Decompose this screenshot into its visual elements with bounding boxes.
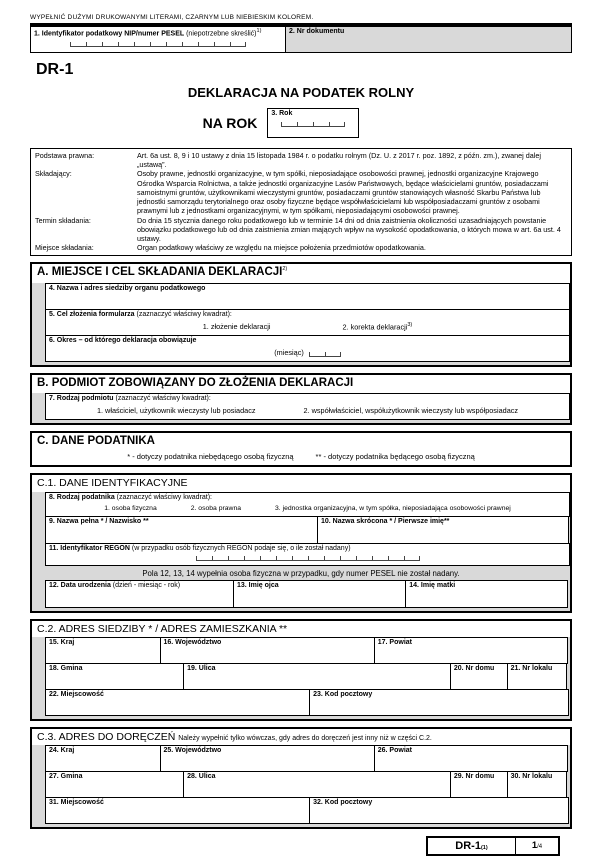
form-code-badge [426,836,560,856]
section-a-footnote-ref: 2) [282,266,288,273]
digit-cell [329,122,345,127]
legal-label-miejsce: Miejsce składania: [35,243,94,253]
section-a-title [32,264,570,282]
na-rok-row [0,108,572,138]
legal-text-podstawa: Art. 6a ust. 8, 9 i 10 ustawy z dnia 15 listopada 1984 r. o podatku rolnym (Dz. U. z 2017 r. poz. 1892, z późn. zm.), zwanej dalej „ustawą”. [137,151,541,170]
field-rodzaj-podatnika-label [46,493,569,502]
form-title: DEKLARACJA NA PODATEK ROLNY [187,85,415,100]
legal-text-termin: Do dnia 15 stycznia danego roku podatkowego lub w terminie 14 dni od dnia zaistnienia okoliczności uzasadniających powstanie obowiązku podatkowego lub od dnia zaistnienia zmian mających wpływ na wysokość opodatkowania, o których mowa w art. 6a ust. 4 ustawy. [137,215,561,243]
field-rodzaj-podmiotu-label-text: 7. Rodzaj podmiotu [49,395,114,403]
page-footer [30,836,572,856]
digit-cell [292,556,308,561]
field-okres-obowiazywania[interactable] [45,335,570,361]
field-nr-dokumentu-label: 2. Nr dokumentu [289,28,345,35]
field-cel-zlozenia [45,309,570,337]
field-rodzaj-podatnika [45,492,570,517]
digit-cell [281,122,297,127]
field-c3-nr-domu[interactable] [450,771,508,798]
field-c2-powiat-label: 17. Powiat [377,638,412,646]
option-wlasciciel[interactable]: 1. właściciel, użytkownik wieczysty lub posiadacz [96,406,256,416]
section-c-title: C. DANE PODATNIKA [32,433,570,451]
field-c2-gmina[interactable] [45,663,184,690]
digit-cell [260,556,276,561]
field-nazwa-skrocona-label: 10. Nazwa skrócona * / Pierwsze imię** [321,518,450,526]
legal-row-skladajacy [35,169,567,215]
section-c-note-1: * - dotyczy podatnika niebędącego osobą fizyczną [127,451,294,461]
field-nip-pesel-label [31,27,285,39]
field-nr-dokumentu [285,26,572,53]
field-cel-zlozenia-label [46,310,569,319]
option-korekta-footnote-ref: 3) [407,322,413,329]
option-osoba-prawna[interactable]: 2. osoba prawna [190,505,242,513]
c2-row-3 [45,689,570,716]
field-rodzaj-podmiotu-label [46,394,569,403]
section-c3-title [32,729,570,746]
field-regon-note: (w przypadku osób fizycznych REGON podaje się, o ile został nadany) [129,545,351,553]
row-nazwa [45,516,570,544]
c2-row-1 [45,637,570,664]
field-c3-kod-pocztowy[interactable] [309,797,569,824]
legal-text-skladajacy: Osoby prawne, jednostki organizacyjne, w tym spółki, nieposiadające osobowości prawnej, jednostki organizacyjne Krajowego Ośrodka Wsparcia Rolnictwa, a także jednostki organizacyjne Lasów Państwowych, będące właścicielami gruntów, posiadaczami samoistnymi gruntów, użytkownikami wieczystymi gruntów, posiadaczami gruntów stanowiących własność Skarbu Państwa lub jednostki samorządu terytorialnego oraz osoby fizyczne będące współwłaścicielami lub współposiadaczami gruntów z osobami prawnymi lub z jednostkami organizacyjnymi, w tym spółkami, nieposiadającymi osobowości prawnej. [137,169,549,216]
field-c2-nr-lokalu-label: 21. Nr lokalu [510,664,553,672]
legal-row-termin [35,216,567,244]
digit-cell [276,556,292,561]
section-a-title-text: A. MIEJSCE I CEL SKŁADANIA DEKLARACJI [37,266,283,279]
option-wspolwlasciciel[interactable]: 2. współwłaściciel, współużytkownik wieczysty lub współposiadacz [303,406,519,416]
footer-form-code-sub: (1) [480,844,488,851]
field-c3-kraj[interactable] [45,745,161,772]
fill-instruction: WYPEŁNIĆ DUŻYMI DRUKOWANYMI LITERAMI, CZARNYM LUB NIEBIESKIM KOLOREM. [30,14,314,21]
field-okres-label: 6. Okres – od którego deklaracja obowiązuje [49,337,197,345]
section-c2 [30,619,572,721]
digit-cell [340,556,356,561]
field-rok[interactable] [267,108,359,138]
field-nazwa-pelna[interactable] [45,516,318,544]
digit-cell [150,42,166,47]
field-rodzaj-podmiotu [45,393,570,420]
field-regon-label-text: 11. Identyfikator REGON [49,545,130,553]
row-urodzenie [45,580,570,608]
legal-info-box [30,148,572,256]
section-c3-note: Należy wypełnić tylko wówczas, gdy adres do doręczeń jest inny niż w części C.2. [178,734,432,742]
field-c2-kod-pocztowy-label: 23. Kod pocztowy [313,690,373,698]
field-rodzaj-podmiotu-note: (zaznaczyć właściwy kwadrat): [113,395,211,403]
regon-digit-guides[interactable] [46,556,569,561]
cel-zlozenia-options [46,319,569,335]
option-zlozenie-deklaracji[interactable]: 1. złożenie deklaracji [202,322,271,332]
field-c2-wojewodztwo-label: 16. Województwo [163,638,222,646]
field-data-urodzenia[interactable] [45,580,234,608]
field-c2-gmina-label: 18. Gmina [49,664,83,672]
section-c1-title: C.1. DANE IDENTYFIKACYJNE [32,475,570,492]
section-c-note [32,452,570,465]
field-c2-ulica[interactable] [183,663,451,690]
field-regon[interactable] [45,543,570,565]
field-nazwa-skrocona[interactable] [317,516,569,544]
digit-cell [196,556,212,561]
option-jednostka-organizacyjna[interactable]: 3. jednostka organizacyjna, w tym spółka, nieposiadająca osobowości prawnej [275,505,511,513]
option-korekta-deklaracji-text: 2. korekta deklaracji [342,322,408,332]
pesel-note-band: Pola 12, 13, 14 wypełnia osoba fizyczna w przypadku, gdy numer PESEL nie został nadany. [32,566,570,581]
field-data-urodzenia-note: (dzień - miesiąc - rok) [110,581,181,589]
field-organ-podatkowy-label: 4. Nazwa i adres siedziby organu podatkowego [49,284,206,292]
field-organ-podatkowy[interactable] [45,283,570,310]
digit-cell [70,42,86,47]
field-nip-pesel-label-text: 1. Identyfikator podatkowy NIP/numer PESEL [34,30,185,38]
digit-cell [102,42,118,47]
section-b [30,373,572,426]
legal-row-miejsce [35,243,567,252]
field-c3-wojewodztwo[interactable] [160,745,375,772]
digit-cell [325,352,341,357]
field-c2-miejscowosc[interactable] [45,689,310,716]
field-c3-ulica[interactable] [183,771,451,798]
option-osoba-fizyczna[interactable]: 1. osoba fizyczna [104,505,157,513]
field-c2-nr-domu[interactable] [450,663,508,690]
field-c2-nr-lokalu[interactable] [507,663,567,690]
option-korekta-deklaracji[interactable] [342,322,412,331]
field-imie-ojca-label: 13. Imię ojca [237,581,279,589]
field-c3-gmina[interactable] [45,771,184,798]
field-c3-powiat[interactable] [374,745,568,772]
field-rodzaj-podatnika-note: (zaznaczyć właściwy kwadrat): [114,493,212,501]
digit-cell [388,556,404,561]
section-b-body [32,393,570,423]
digit-cell [313,122,329,127]
digit-cell [244,556,260,561]
field-c3-miejscowosc-label: 31. Miejscowość [49,798,104,806]
field-c3-nr-domu-label: 29. Nr domu [453,772,495,780]
digit-cell [182,42,198,47]
field-c2-kod-pocztowy[interactable] [309,689,569,716]
section-c1 [30,473,572,613]
rok-digit-guides[interactable] [268,122,358,127]
footer-form-code [428,838,516,854]
legal-label-skladajacy: Składający: [35,169,72,179]
digit-cell [404,556,420,561]
field-nip-pesel[interactable] [30,26,286,53]
digit-cell [372,556,388,561]
field-c3-gmina-label: 27. Gmina [49,772,83,780]
digit-cell [309,352,325,357]
section-c3-body [32,745,570,827]
section-c-note-2: ** - dotyczy podatnika będącego osobą fizyczną [315,451,475,461]
field-c3-kod-pocztowy-label: 32. Kod pocztowy [313,798,373,806]
form-code: DR-1 [36,61,74,78]
rodzaj-podmiotu-options [46,403,569,419]
digit-cell [297,122,313,127]
section-c [30,431,572,466]
digit-cell [308,556,324,561]
field-c2-kraj-label: 15. Kraj [49,638,75,646]
legal-label-termin: Termin składania: [35,215,91,225]
field-c2-powiat[interactable] [374,637,568,664]
digit-cell [230,42,246,47]
digit-cell [212,556,228,561]
identifier-row [30,23,572,53]
field-c3-nr-lokalu-label: 30. Nr lokalu [510,772,553,780]
footer-page-total: /4 [537,843,543,850]
section-c2-title: C.2. ADRES SIEDZIBY * / ADRES ZAMIESZKANIA ** [32,621,570,638]
digit-cell [198,42,214,47]
field-c3-kraj-label: 24. Kraj [49,746,75,754]
field-regon-label [46,544,569,553]
field-rodzaj-podatnika-label-text: 8. Rodzaj podatnika [49,493,115,501]
field-cel-zlozenia-label-text: 5. Cel złożenia formularza [49,310,135,318]
field-c3-nr-lokalu[interactable] [507,771,567,798]
na-rok-label: NA ROK [202,115,258,131]
digit-cell [86,42,102,47]
section-a [30,262,572,366]
field-c2-nr-domu-label: 20. Nr domu [453,664,495,672]
c3-row-3 [45,797,570,824]
field-c3-ulica-label: 28. Ulica [187,772,216,780]
legal-text-miejsce: Organ podatkowy właściwy ze względu na miejsce położenia przedmiotów opodatkowania. [137,243,426,253]
field-c2-miejscowosc-label: 22. Miejscowość [49,690,104,698]
c3-row-2 [45,771,570,798]
c3-row-1 [45,745,570,772]
field-data-urodzenia-label-text: 12. Data urodzenia [49,581,111,589]
field-c3-powiat-label: 26. Powiat [377,746,412,754]
c2-row-2 [45,663,570,690]
field-rok-label: 3. Rok [271,110,293,117]
section-a-body [32,283,570,365]
field-c2-ulica-label: 19. Ulica [187,664,216,672]
footer-page-current: 1 [531,840,538,852]
digit-cell [356,556,372,561]
footer-form-code-text: DR-1 [455,839,481,852]
field-imie-matki[interactable] [405,580,568,608]
digit-cell [214,42,230,47]
field-nazwa-pelna-label: 9. Nazwa pełna * / Nazwisko ** [49,518,149,526]
nip-pesel-digit-guides[interactable] [31,42,285,47]
footer-page-number [516,838,558,854]
field-nip-pesel-footnote-ref: 1) [256,28,262,34]
field-imie-ojca[interactable] [233,580,406,608]
section-b-title: B. PODMIOT ZOBOWIĄZANY DO ZŁOŻENIA DEKLARACJI [32,375,570,393]
rodzaj-podatnika-options [46,502,569,516]
digit-cell [228,556,244,561]
digit-cell [324,556,340,561]
field-c3-miejscowosc[interactable] [45,797,310,824]
field-cel-zlozenia-note: (zaznaczyć właściwy kwadrat): [134,310,232,318]
miesiac-label: (miesiąc) [274,347,304,357]
field-data-urodzenia-label [46,581,233,590]
digit-cell [118,42,134,47]
okres-miesiac-line [46,346,569,361]
field-c3-wojewodztwo-label: 25. Województwo [163,746,222,754]
section-c1-body [32,492,570,611]
section-c3-title-text: C.3. ADRES DO DORĘCZEŃ [37,730,176,743]
digit-cell [134,42,150,47]
digit-cell [166,42,182,47]
section-c2-body [32,637,570,719]
field-nip-pesel-note: (niepotrzebne skreślić) [184,30,257,38]
field-imie-matki-label: 14. Imię matki [409,581,456,589]
field-c2-wojewodztwo[interactable] [160,637,375,664]
legal-row-podstawa [35,151,567,169]
field-c2-kraj[interactable] [45,637,161,664]
section-c3 [30,727,572,829]
miesiac-digit-guides[interactable] [309,352,341,357]
legal-label-podstawa: Podstawa prawna: [35,151,95,160]
